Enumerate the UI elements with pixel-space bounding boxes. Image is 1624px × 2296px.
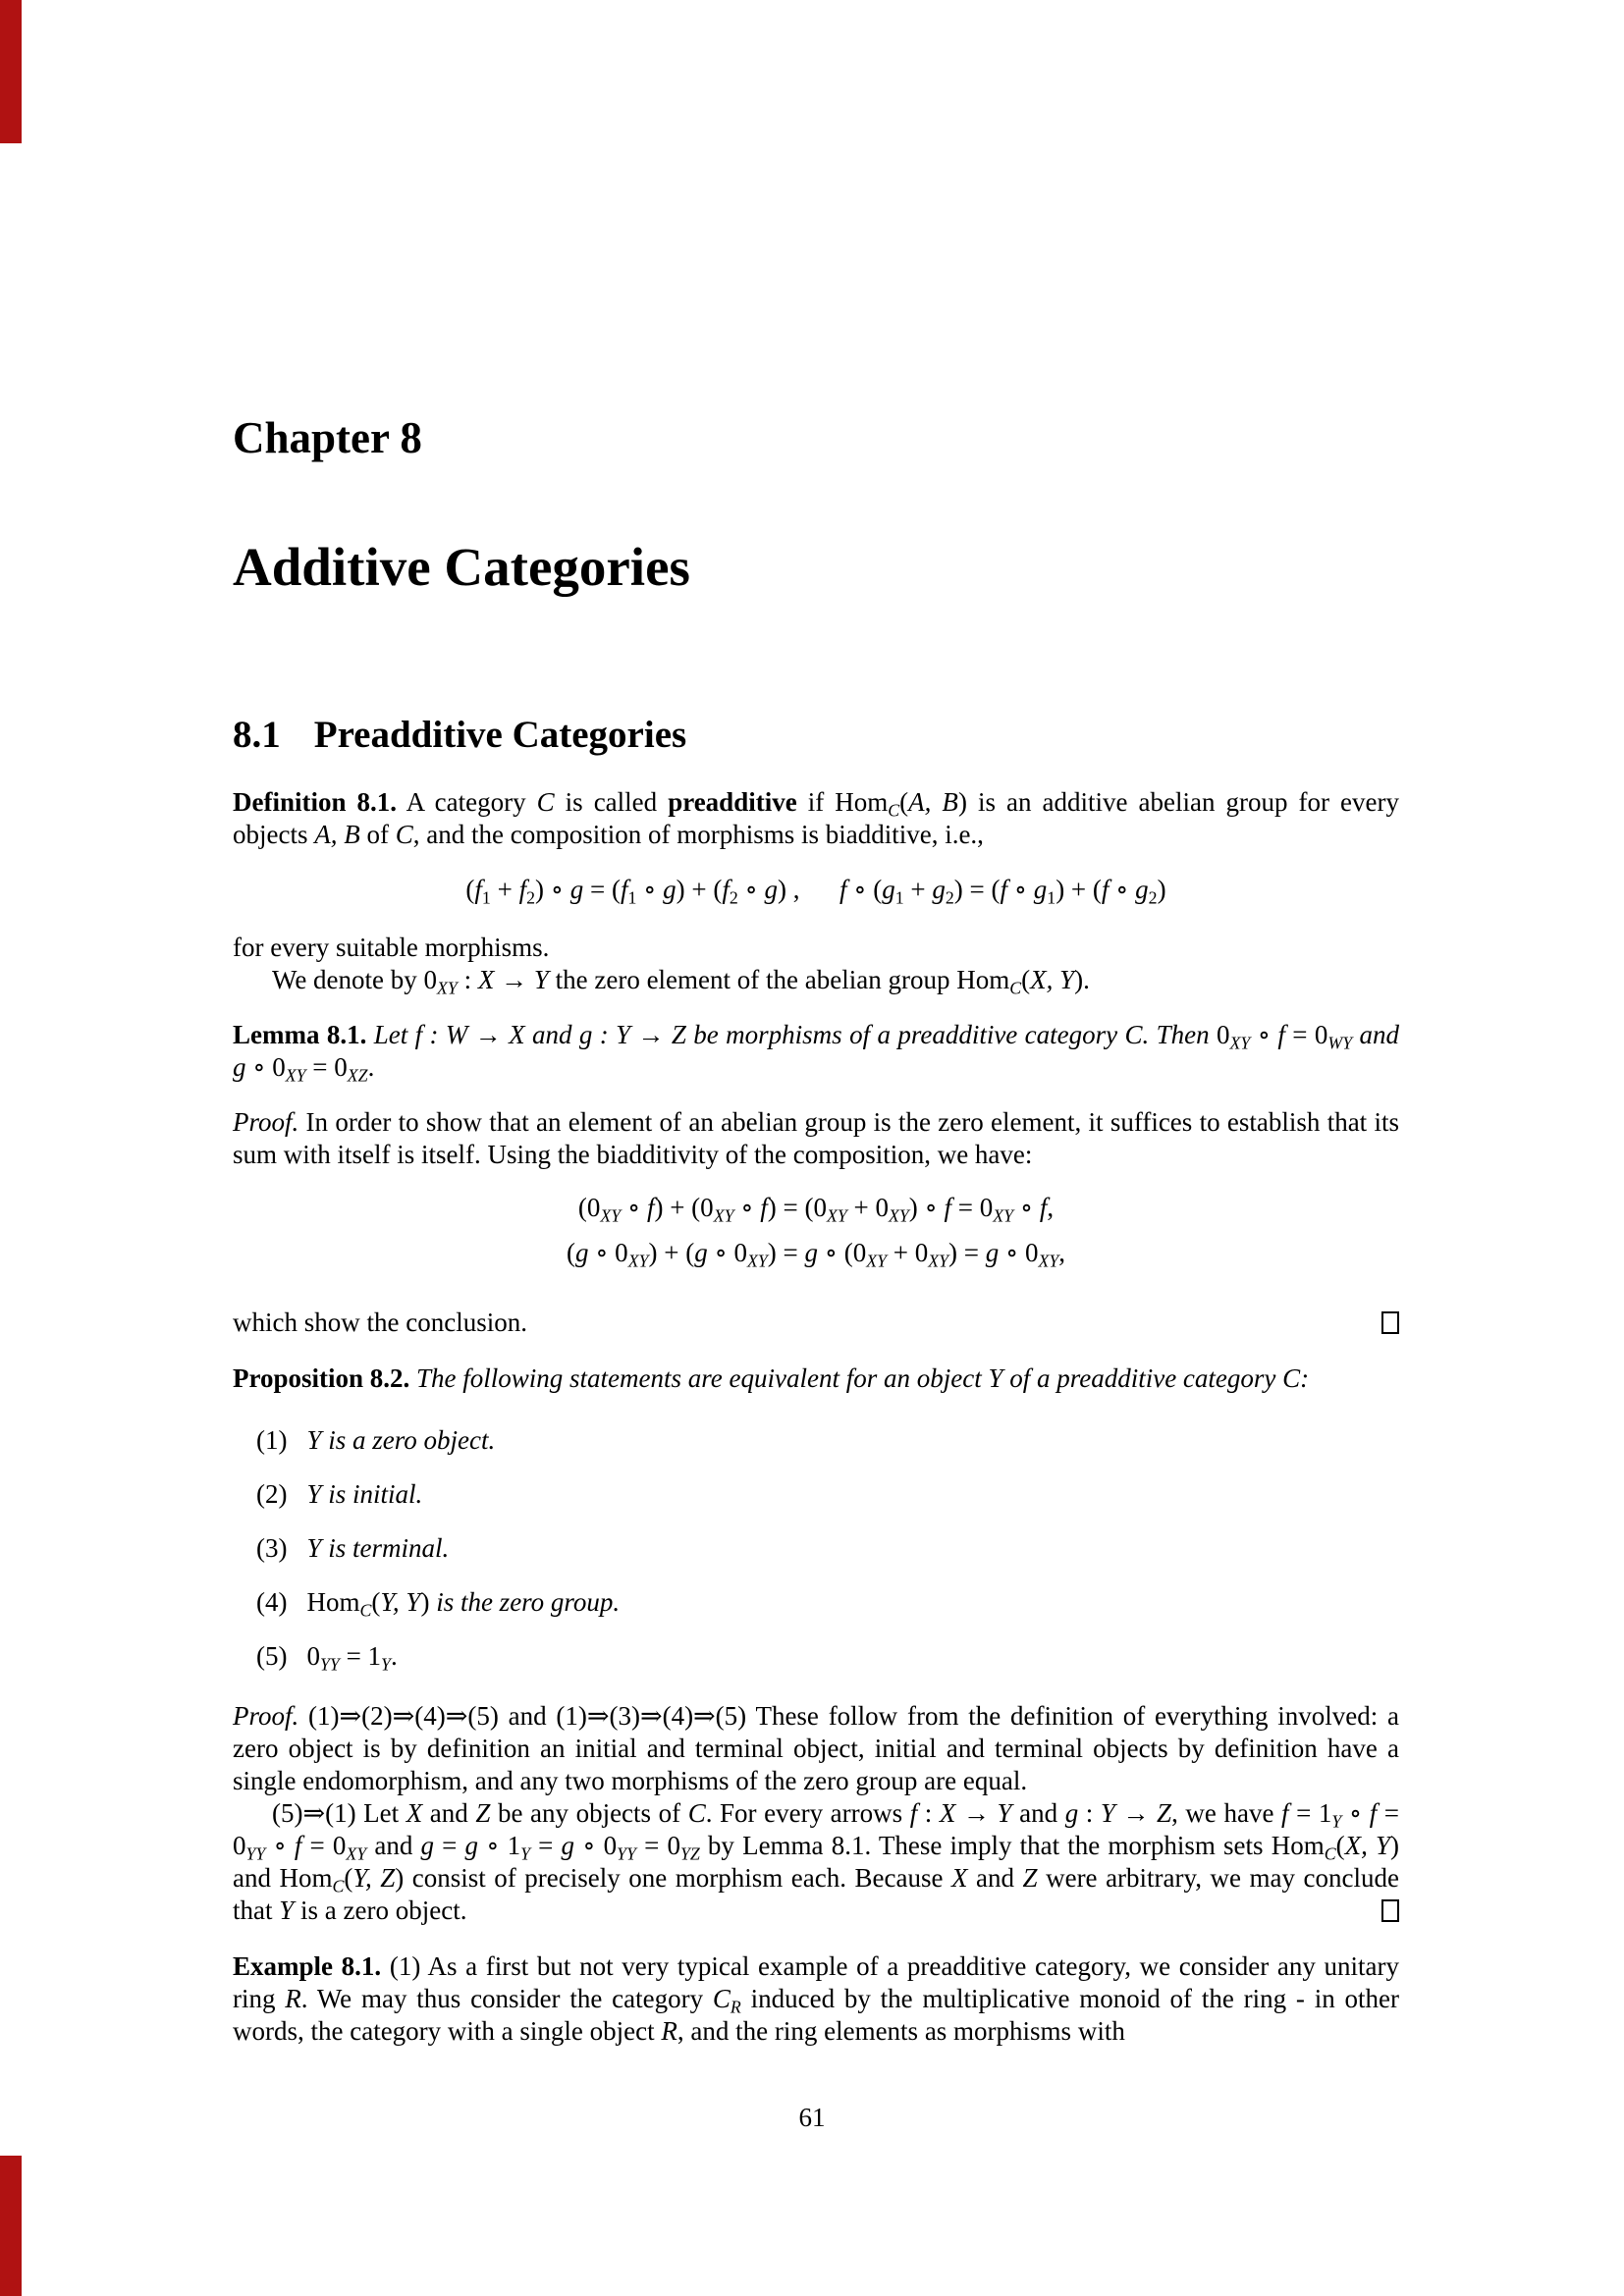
section-number: 8.1 [233, 714, 281, 756]
red-margin-bar-top-icon [0, 0, 22, 143]
list-item [233, 1478, 1399, 1511]
page-number: 61 [798, 2103, 826, 2132]
lemma-proof-equations [233, 1185, 1399, 1275]
qed-box-icon [1381, 1899, 1399, 1922]
lemma-proof-intro-paragraph: Proof. In order to show that an element of an abelian group is the zero element, it suffices to establish that its sum with itself is itself. Using the biadditivity of the composition, we have: [233, 1106, 1399, 1169]
section-title: Preadditive Categories [313, 714, 687, 756]
list-item-text: Y is initial. [306, 1478, 423, 1509]
list-item-number: (1) [256, 1424, 288, 1455]
qed-box-icon [1381, 1311, 1399, 1334]
equation-line-g-zero: (g ∘ 0XY) + (g ∘ 0XY) = g ∘ (0XY + 0XY) = g ∘ 0XY, [566, 1237, 1066, 1271]
page-content [233, 0, 1399, 2048]
list-item-text: Y is terminal. [306, 1532, 450, 1563]
lemma-proof-conclusion-line [233, 1307, 1399, 1339]
chapter-title-heading: Additive Categories [233, 536, 690, 597]
proposition-paragraph: Proposition 8.2. The following statements are equivalent for an object Y of a preadditive category C: [233, 1362, 1310, 1393]
list-item-text: HomC(Y, Y) is the zero group. [306, 1586, 621, 1621]
suitable-morphisms-line: for every suitable morphisms. [233, 932, 550, 962]
biadditivity-equation: (f1 + f2) ∘ g = (f1 ∘ g) + (f2 ∘ g) , f ∘ (g1 + g2) = (f ∘ g1) + (f ∘ g2) [465, 874, 1166, 908]
conclusion-text: which show the conclusion. [233, 1307, 527, 1337]
proposition-proof-paragraph-2 [233, 1797, 1399, 1927]
list-item [233, 1424, 1399, 1457]
section-heading [233, 715, 1399, 757]
list-item-number: (2) [256, 1478, 288, 1509]
chapter-number-heading: Chapter 8 [233, 413, 422, 462]
list-item [233, 1640, 1399, 1673]
list-item-number: (3) [256, 1532, 288, 1563]
proposition-proof-paragraph-1: Proof. (1)⇒(2)⇒(4)⇒(5) and (1)⇒(3)⇒(4)⇒(5) These follow from the definition of everything involved: a zero object is by definition an initial and terminal object, initial and terminal objects by definition have a single endomorphism, and any two morphisms of the zero group are equal. [233, 1700, 1399, 1795]
list-item-text: Y is a zero object. [306, 1424, 496, 1455]
list-item [233, 1532, 1399, 1565]
list-item [233, 1586, 1399, 1619]
proposition-proof-text: (5)⇒(1) Let X and Z be any objects of C. For every arrows f : X → Y and g : Y → Z, we have f = 1Y ∘ f = 0YY ∘ f = 0XY and g = g ∘ 1Y = g ∘ 0YY = 0YZ by Lemma 8.1. These imply that the morphism sets HomC(X, Y) and HomC(Y, Z) consist of precisely one morphism each. Because X and Z were arbitrary, we may conclude that Y is a zero object. [233, 1797, 1400, 1925]
list-item-number: (4) [256, 1586, 288, 1617]
proposition-list [233, 1424, 1399, 1673]
definition-paragraph: Definition 8.1. A category C is called preadditive if HomC(A, B) is an additive abelian group for every objects A, B of C, and the composition of morphisms is biadditive, i.e., [233, 786, 1399, 849]
list-item-text: 0YY = 1Y. [306, 1640, 398, 1675]
zero-element-paragraph: We denote by 0XY : X → Y the zero element of the abelian group HomC(X, Y). [272, 964, 1090, 998]
equation-line-zero-f: (0XY ∘ f) + (0XY ∘ f) = (0XY + 0XY) ∘ f = 0XY ∘ f, [577, 1192, 1055, 1226]
lemma-paragraph: Lemma 8.1. Let f : W → X and g : Y → Z be morphisms of a preadditive category C. Then 0XY ∘ f = 0WY and g ∘ 0XY = 0XZ. [233, 1019, 1399, 1086]
red-margin-bar-bottom-icon [0, 2156, 22, 2296]
list-item-number: (5) [256, 1640, 288, 1671]
example-paragraph: Example 8.1. (1) As a first but not very typical example of a preadditive category, we consider any unitary ring R. We may thus consider the category CR induced by the multiplicative monoid of the ring - in other words, the category with a single object R, and the ring elements as morphisms with [233, 1950, 1399, 2046]
